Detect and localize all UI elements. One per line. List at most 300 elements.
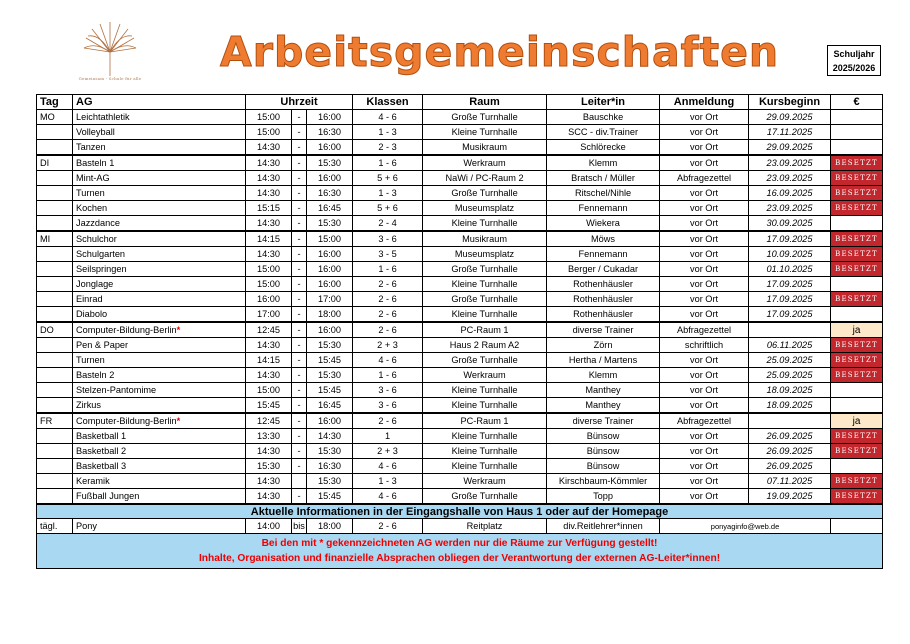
cell-anmeldung: vor Ort [660, 307, 749, 323]
cell-ag [73, 444, 246, 459]
cell-kursbeginn: 18.09.2025 [749, 383, 831, 398]
cell-klassen: 4 - 6 [353, 110, 423, 125]
status-besetzt-badge [831, 247, 883, 262]
cell-von: 12:45 [246, 413, 292, 429]
status-besetzt-badge [831, 353, 883, 368]
ag-name: Einrad [76, 293, 103, 304]
status-ja: ja [831, 322, 883, 338]
cell-klassen: 4 - 6 [353, 489, 423, 505]
cell-ag [73, 383, 246, 398]
cell-von: 14:30 [246, 186, 292, 201]
cell-bis: 15:30 [307, 444, 353, 459]
cell-klassen: 3 - 5 [353, 247, 423, 262]
cell-tag [37, 171, 73, 186]
cell-tag [37, 186, 73, 201]
cell-sep: - [292, 489, 307, 505]
cell-klassen: 2 + 3 [353, 338, 423, 353]
col-kursbeginn: Kursbeginn [749, 95, 831, 110]
cell-ag [73, 322, 246, 338]
status-empty [831, 398, 883, 414]
cell-ag [73, 292, 246, 307]
table-row [37, 444, 883, 459]
cell-klassen: 5 + 6 [353, 171, 423, 186]
cell-tag: MO [37, 110, 73, 125]
cell-bis: 16:45 [307, 201, 353, 216]
cell-tag [37, 383, 73, 398]
cell-leiter: Bünsow [547, 444, 660, 459]
col-raum: Raum [423, 95, 547, 110]
cell-bis: 16:00 [307, 277, 353, 292]
status-besetzt-badge [831, 231, 883, 247]
cell-tag [37, 338, 73, 353]
table-row [37, 459, 883, 474]
cell-sep: - [292, 307, 307, 323]
cell-leiter: Rothenhäusler [547, 307, 660, 323]
besetzt-label: BESETZT [835, 294, 878, 303]
cell-ag [73, 125, 246, 140]
cell-ag [73, 216, 246, 232]
schuljahr-value: 2025/2026 [832, 63, 876, 73]
cell-ag [73, 110, 246, 125]
cell-kursbeginn: 07.11.2025 [749, 474, 831, 489]
ag-name: Turnen [76, 354, 105, 365]
status-besetzt-badge [831, 444, 883, 459]
cell-anmeldung: vor Ort [660, 216, 749, 232]
cell-sep: - [292, 171, 307, 186]
pony-leiter: div.Reitlehrer*innen [547, 519, 660, 534]
cell-von: 15:45 [246, 398, 292, 414]
cell-anmeldung: Abfragezettel [660, 322, 749, 338]
cell-klassen: 5 + 6 [353, 201, 423, 216]
table-row [37, 292, 883, 307]
cell-ag [73, 489, 246, 505]
status-empty [831, 459, 883, 474]
ag-name: Seilspringen [76, 263, 127, 274]
cell-kursbeginn: 19.09.2025 [749, 489, 831, 505]
cell-bis: 16:00 [307, 140, 353, 156]
cell-leiter: Topp [547, 489, 660, 505]
cell-von: 14:15 [246, 231, 292, 247]
status-empty [831, 383, 883, 398]
cell-sep: - [292, 216, 307, 232]
cell-kursbeginn: 25.09.2025 [749, 368, 831, 383]
cell-bis: 14:30 [307, 429, 353, 444]
besetzt-label: BESETZT [835, 340, 878, 349]
cell-ag [73, 398, 246, 414]
cell-raum: PC-Raum 1 [423, 322, 547, 338]
cell-ag [73, 186, 246, 201]
cell-von: 14:30 [246, 140, 292, 156]
cell-sep: - [292, 322, 307, 338]
cell-sep [292, 474, 307, 489]
cell-raum: Museumsplatz [423, 201, 547, 216]
cell-raum: Große Turnhalle [423, 262, 547, 277]
besetzt-label: BESETZT [835, 173, 878, 182]
cell-kursbeginn: 23.09.2025 [749, 201, 831, 216]
cell-tag [37, 125, 73, 140]
cell-anmeldung: vor Ort [660, 277, 749, 292]
ag-name: Basteln 2 [76, 369, 115, 380]
cell-raum: Kleine Turnhalle [423, 459, 547, 474]
cell-bis: 15:30 [307, 216, 353, 232]
cell-leiter: Schlörecke [547, 140, 660, 156]
ag-name: Computer-Bildung-Berlin [76, 324, 177, 335]
cell-von: 15:00 [246, 277, 292, 292]
cell-raum: Werkraum [423, 155, 547, 171]
table-body [37, 110, 883, 505]
cell-raum: Kleine Turnhalle [423, 277, 547, 292]
cell-bis: 15:45 [307, 383, 353, 398]
cell-sep: - [292, 368, 307, 383]
cell-tag [37, 201, 73, 216]
cell-sep: - [292, 429, 307, 444]
cell-kursbeginn: 29.09.2025 [749, 110, 831, 125]
cell-leiter: Möws [547, 231, 660, 247]
cell-leiter: Wiekera [547, 216, 660, 232]
cell-anmeldung: vor Ort [660, 292, 749, 307]
table-row [37, 262, 883, 277]
ag-table [36, 94, 883, 569]
cell-klassen: 2 + 3 [353, 444, 423, 459]
status-besetzt-badge [831, 338, 883, 353]
ag-name: Kochen [76, 202, 108, 213]
status-besetzt-badge [831, 474, 883, 489]
cell-sep: - [292, 155, 307, 171]
cell-von: 14:15 [246, 353, 292, 368]
besetzt-label: BESETZT [835, 446, 878, 455]
note-line-2: Inhalte, Organisation und finanzielle Absprachen obliegen der Verantwortung der externen AG-Leiter*innen! [198, 553, 721, 564]
cell-ag [73, 171, 246, 186]
cell-tag [37, 398, 73, 414]
cell-tag [37, 459, 73, 474]
cell-klassen: 1 - 6 [353, 155, 423, 171]
cell-klassen: 2 - 6 [353, 413, 423, 429]
cell-von: 16:00 [246, 292, 292, 307]
cell-anmeldung: vor Ort [660, 262, 749, 277]
cell-leiter: Klemm [547, 368, 660, 383]
ag-name: Zirkus [76, 399, 102, 410]
besetzt-label: BESETZT [835, 249, 878, 258]
logo-caption: Gemeinsam - Schule für alle [78, 76, 142, 81]
cell-sep: - [292, 413, 307, 429]
cell-bis: 16:00 [307, 110, 353, 125]
cell-raum: Museumsplatz [423, 247, 547, 262]
table-row [37, 429, 883, 444]
cell-leiter: Fennemann [547, 247, 660, 262]
cell-leiter: Rothenhäusler [547, 292, 660, 307]
cell-ag [73, 413, 246, 429]
cell-raum: Kleine Turnhalle [423, 125, 547, 140]
status-besetzt-badge [831, 186, 883, 201]
cell-leiter: Fennemann [547, 201, 660, 216]
cell-leiter: diverse Trainer [547, 322, 660, 338]
table-row [37, 216, 883, 232]
besetzt-label: BESETZT [835, 476, 878, 485]
cell-raum: Kleine Turnhalle [423, 444, 547, 459]
ag-name: Basketball 3 [76, 460, 127, 471]
cell-raum: Werkraum [423, 368, 547, 383]
pony-contact: ponyaginfo@web.de [660, 519, 831, 534]
cell-sep: - [292, 201, 307, 216]
cell-bis: 16:00 [307, 322, 353, 338]
cell-sep: - [292, 247, 307, 262]
table-row [37, 140, 883, 156]
table-row [37, 413, 883, 429]
cell-von: 13:30 [246, 429, 292, 444]
table-row [37, 110, 883, 125]
cell-kursbeginn: 29.09.2025 [749, 140, 831, 156]
cell-kursbeginn: 17.09.2025 [749, 277, 831, 292]
cell-kursbeginn: 25.09.2025 [749, 353, 831, 368]
cell-von: 14:30 [246, 216, 292, 232]
cell-bis: 15:30 [307, 474, 353, 489]
table-row [37, 474, 883, 489]
cell-kursbeginn: 23.09.2025 [749, 171, 831, 186]
cell-bis: 15:30 [307, 155, 353, 171]
cell-von: 15:15 [246, 201, 292, 216]
cell-anmeldung: Abfragezettel [660, 171, 749, 186]
cell-klassen: 3 - 6 [353, 398, 423, 414]
cell-sep: - [292, 383, 307, 398]
table-row [37, 277, 883, 292]
cell-kursbeginn: 17.09.2025 [749, 292, 831, 307]
cell-ag [73, 140, 246, 156]
status-besetzt-badge [831, 171, 883, 186]
cell-raum: Musikraum [423, 140, 547, 156]
table-row [37, 186, 883, 201]
cell-raum: Kleine Turnhalle [423, 383, 547, 398]
status-besetzt-badge [831, 262, 883, 277]
cell-raum: Kleine Turnhalle [423, 398, 547, 414]
col-euro: € [831, 95, 883, 110]
status-besetzt-badge [831, 292, 883, 307]
cell-anmeldung: vor Ort [660, 353, 749, 368]
besetzt-label: BESETZT [835, 491, 878, 500]
cell-raum: Kleine Turnhalle [423, 216, 547, 232]
info-banner: Aktuelle Informationen in der Eingangshalle von Haus 1 oder auf der Homepage [37, 504, 883, 519]
cell-von: 14:30 [246, 171, 292, 186]
cell-raum: Kleine Turnhalle [423, 429, 547, 444]
ag-name: Volleyball [76, 126, 115, 137]
cell-ag [73, 307, 246, 323]
cell-anmeldung: vor Ort [660, 489, 749, 505]
status-besetzt-badge [831, 429, 883, 444]
status-besetzt-badge [831, 368, 883, 383]
col-leiter: Leiter*in [547, 95, 660, 110]
ag-name: Jonglage [76, 278, 114, 289]
cell-kursbeginn: 26.09.2025 [749, 459, 831, 474]
status-besetzt-badge [831, 201, 883, 216]
cell-sep: - [292, 338, 307, 353]
cell-anmeldung: vor Ort [660, 155, 749, 171]
cell-bis: 15:30 [307, 368, 353, 383]
col-anmeldung: Anmeldung [660, 95, 749, 110]
cell-sep: - [292, 277, 307, 292]
besetzt-label: BESETZT [835, 158, 878, 167]
cell-klassen: 1 - 6 [353, 368, 423, 383]
pony-von: 14:00 [246, 519, 292, 534]
cell-kursbeginn: 17.09.2025 [749, 231, 831, 247]
cell-leiter: SCC - div.Trainer [547, 125, 660, 140]
cell-ag [73, 429, 246, 444]
status-ja: ja [831, 413, 883, 429]
table-row [37, 125, 883, 140]
table-row [37, 383, 883, 398]
cell-raum: Musikraum [423, 231, 547, 247]
status-besetzt-badge [831, 489, 883, 505]
ag-name: Pen & Paper [76, 339, 129, 350]
cell-tag [37, 247, 73, 262]
cell-kursbeginn: 06.11.2025 [749, 338, 831, 353]
cell-tag: FR [37, 413, 73, 429]
cell-klassen: 3 - 6 [353, 383, 423, 398]
cell-bis: 16:00 [307, 247, 353, 262]
cell-klassen: 1 - 3 [353, 474, 423, 489]
ag-name: Turnen [76, 187, 105, 198]
cell-tag [37, 353, 73, 368]
col-klassen: Klassen [353, 95, 423, 110]
cell-tag: MI [37, 231, 73, 247]
cell-sep: - [292, 353, 307, 368]
cell-anmeldung: vor Ort [660, 247, 749, 262]
ag-name: Schulgarten [76, 248, 126, 259]
besetzt-label: BESETZT [835, 188, 878, 197]
cell-klassen: 3 - 6 [353, 231, 423, 247]
table-row [37, 231, 883, 247]
table-row [37, 368, 883, 383]
cell-leiter: Berger / Cukadar [547, 262, 660, 277]
cell-anmeldung: vor Ort [660, 383, 749, 398]
cell-leiter: Manthey [547, 383, 660, 398]
status-empty [831, 277, 883, 292]
cell-tag [37, 474, 73, 489]
pony-sep: bis [292, 519, 307, 534]
cell-leiter: Hertha / Martens [547, 353, 660, 368]
table-row [37, 338, 883, 353]
col-tag: Tag [37, 95, 73, 110]
cell-klassen: 4 - 6 [353, 459, 423, 474]
ag-name: Basketball 1 [76, 430, 127, 441]
table-row [37, 322, 883, 338]
schuljahr-label: Schuljahr [833, 49, 875, 59]
cell-leiter: Klemm [547, 155, 660, 171]
cell-tag [37, 429, 73, 444]
cell-raum: Große Turnhalle [423, 186, 547, 201]
ag-name: Tanzen [76, 141, 106, 152]
status-empty [831, 140, 883, 156]
besetzt-label: BESETZT [835, 370, 878, 379]
cell-bis: 16:00 [307, 413, 353, 429]
cell-leiter: Manthey [547, 398, 660, 414]
cell-raum: Große Turnhalle [423, 110, 547, 125]
cell-ag [73, 262, 246, 277]
cell-kursbeginn: 10.09.2025 [749, 247, 831, 262]
cell-sep: - [292, 125, 307, 140]
cell-sep: - [292, 186, 307, 201]
ag-name: Keramik [76, 475, 110, 486]
cell-klassen: 1 - 6 [353, 262, 423, 277]
cell-anmeldung: Abfragezettel [660, 413, 749, 429]
cell-ag [73, 353, 246, 368]
cell-klassen: 1 [353, 429, 423, 444]
table-row [37, 247, 883, 262]
cell-von: 15:30 [246, 459, 292, 474]
cell-raum: Werkraum [423, 474, 547, 489]
ag-name: Basketball 2 [76, 445, 127, 456]
note-line-1: Bei den mit * gekennzeichneten AG werden nur die Räume zur Verfügung gestellt! [261, 538, 658, 549]
status-empty [831, 110, 883, 125]
table-row [37, 489, 883, 505]
cell-sep: - [292, 292, 307, 307]
cell-leiter: Bünsow [547, 459, 660, 474]
cell-ag [73, 231, 246, 247]
besetzt-label: BESETZT [835, 264, 878, 273]
cell-kursbeginn: 26.09.2025 [749, 429, 831, 444]
cell-anmeldung: vor Ort [660, 125, 749, 140]
cell-ag [73, 155, 246, 171]
cell-klassen: 2 - 6 [353, 292, 423, 307]
cell-bis: 15:30 [307, 338, 353, 353]
cell-sep: - [292, 459, 307, 474]
cell-anmeldung: schriftlich [660, 338, 749, 353]
page-title: Arbeitsgemeinschaften [220, 28, 780, 76]
cell-bis: 16:30 [307, 186, 353, 201]
table-row [37, 353, 883, 368]
schuljahr-box [827, 45, 881, 76]
cell-kursbeginn [749, 413, 831, 429]
cell-bis: 15:45 [307, 353, 353, 368]
cell-ag [73, 201, 246, 216]
cell-tag [37, 216, 73, 232]
cell-ag [73, 247, 246, 262]
cell-ag [73, 459, 246, 474]
cell-leiter: Bünsow [547, 429, 660, 444]
table-row [37, 155, 883, 171]
cell-leiter: Ritschel/Nihle [547, 186, 660, 201]
cell-raum: PC-Raum 1 [423, 413, 547, 429]
cell-kursbeginn: 17.11.2025 [749, 125, 831, 140]
table-row [37, 307, 883, 323]
cell-kursbeginn: 30.09.2025 [749, 216, 831, 232]
cell-klassen: 1 - 3 [353, 186, 423, 201]
cell-leiter: Bauschke [547, 110, 660, 125]
col-ag: AG [73, 95, 246, 110]
status-empty [831, 307, 883, 323]
cell-bis: 15:00 [307, 231, 353, 247]
cell-kursbeginn [749, 322, 831, 338]
status-empty [831, 125, 883, 140]
cell-von: 14:30 [246, 368, 292, 383]
pony-raum: Reitplatz [423, 519, 547, 534]
cell-von: 14:30 [246, 489, 292, 505]
cell-tag [37, 277, 73, 292]
cell-von: 15:00 [246, 125, 292, 140]
cell-ag [73, 368, 246, 383]
ag-name: Diabolo [76, 308, 108, 319]
cell-klassen: 2 - 6 [353, 277, 423, 292]
cell-tag [37, 444, 73, 459]
cell-klassen: 2 - 6 [353, 322, 423, 338]
cell-bis: 16:00 [307, 262, 353, 277]
cell-tag [37, 489, 73, 505]
cell-sep: - [292, 140, 307, 156]
info-banner-row [37, 504, 883, 519]
pony-euro [831, 519, 883, 534]
cell-klassen: 1 - 3 [353, 125, 423, 140]
pony-row [37, 519, 883, 534]
cell-tag: DO [37, 322, 73, 338]
cell-sep: - [292, 110, 307, 125]
